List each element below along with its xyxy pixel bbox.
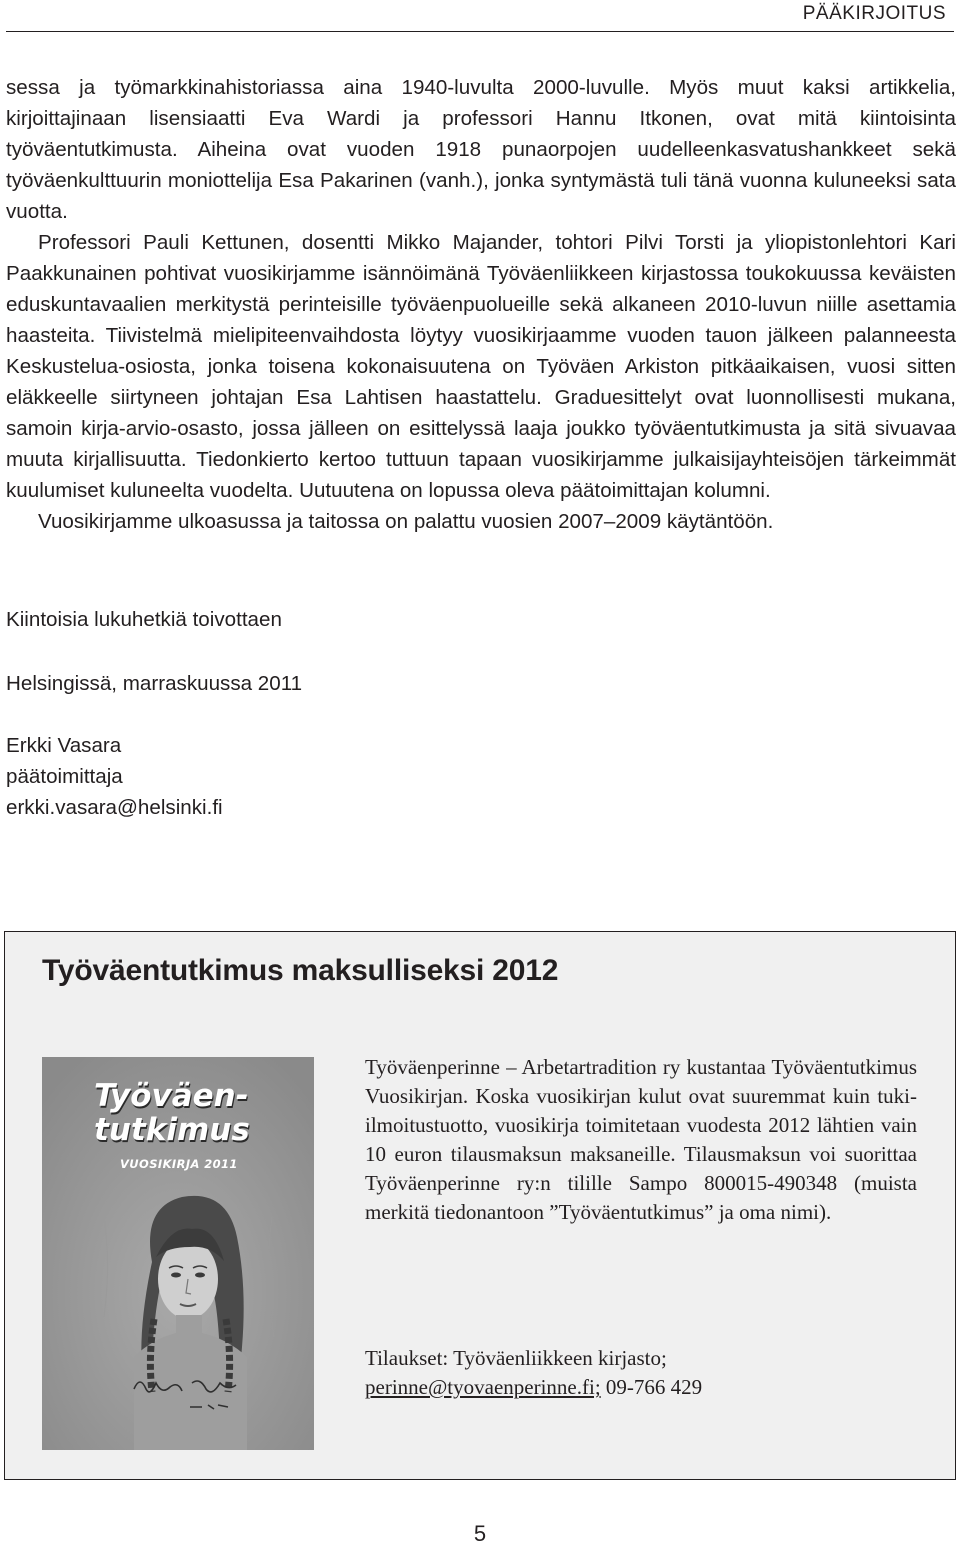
- cover-title: Työväen- tutkimus: [94, 1078, 250, 1148]
- notice-body: Työväenperinne – Arbetartradition ry kustantaa Työväentutkimus Vuosikirjan. Koska vuosikirjan kulut ovat suuremmat kuin tuki-ilmoitustuotto, vuosikirja toimitetaan vuodesta 2012 lähtien vain 10 euron tilausmaksun maksaneille. Tilausmaksun voi suorittaa Työväenperinne ry:n tilille Sampo 800015-490348 (muista merkitä tiedonantoon ”Työväentutkimus” ja oma nimi).: [365, 1055, 917, 1224]
- place-date: Helsingissä, marraskuussa 2011: [6, 672, 303, 695]
- author-role: päätoimittaja: [6, 765, 123, 788]
- author-name: Erkki Vasara: [6, 734, 122, 757]
- subscription-notice-box: [4, 931, 956, 1480]
- cover-subtitle: VUOSIKIRJA 2011: [120, 1157, 238, 1171]
- notice-title: Työväentutkimus maksulliseksi 2012: [42, 954, 559, 987]
- order-email-link[interactable]: perinne@tyovaenperinne.fi;: [365, 1375, 601, 1399]
- yearbook-cover-image: [42, 1057, 314, 1450]
- editorial-body: [6, 72, 956, 537]
- paragraph-2: Professori Pauli Kettunen, dosentti Mikko Majander, tohtori Pilvi Torsti ja yliopistonlehtori Kari Paakkunainen pohtivat vuosikirjamme isännöimänä Työväenliikkeen kirjastossa toukokuussa keväisten eduskuntavaalien merkitystä perinteisille työväenpuolueille sekä alkaneen 2010-luvun niille asettamia haasteita. Tiivistelmä mielipiteenvaihdosta löytyy vuosikirjaamme vuoden tauon jälkeen palanneesta Keskustelua-osiosta, jonka toisena kokonaisuutena on Työväen Arkiston pitkäaikaisen, vuosi sitten eläkkeelle siirtyneen johtajan Esa Lahtisen haastattelu. Graduesittelyt ovat luonnollisesti mukana, samoin kirja-arvio-osasto, jossa jälleen on esittelyssä laaja joukko työväentutkimusta ja sitä sivuavaa muuta kirjallisuutta. Tiedonkierto kertoo tuttuun tapaan vuosikirjamme julkaisijayhteisöjen tärkeimmät kuulumiset kuluneelta vuodelta. Uutuutena on lopussa oleva päätoimittajan kolumni.: [6, 231, 956, 502]
- section-header: PÄÄKIRJOITUS: [802, 3, 946, 24]
- paragraph-3: Vuosikirjamme ulkoasussa ja taitossa on palattu vuosien 2007–2009 käytäntöön.: [38, 510, 774, 533]
- order-phone: 09-766 429: [600, 1375, 703, 1399]
- page-number: 5: [473, 1521, 487, 1546]
- paragraph-1: sessa ja työmarkkinahistoriassa aina 1940-luvulta 2000-luvulle. Myös muut kaksi artikkelia, kirjoittajinaan lisensiaatti Eva Wardi ja professori Hannu Itkonen, ovat mitä kiintoisinta työväentutkimusta. Aiheina ovat vuoden 1918 punaorpojen uudelleenkasvatushankkeet sekä työväenkulttuurin moniottelija Esa Pakarinen (vanh.), jonka syntymästä tuli tänä vuonna kuluneeksi sata vuotta.: [6, 76, 956, 223]
- order-info: [365, 1344, 702, 1402]
- greeting: Kiintoisia lukuhetkiä toivottaen: [6, 608, 282, 631]
- header-divider: [6, 31, 954, 32]
- author-email[interactable]: erkki.vasara@helsinki.fi: [6, 796, 223, 819]
- order-label: Tilaukset: Työväenliikkeen kirjasto;: [365, 1346, 667, 1370]
